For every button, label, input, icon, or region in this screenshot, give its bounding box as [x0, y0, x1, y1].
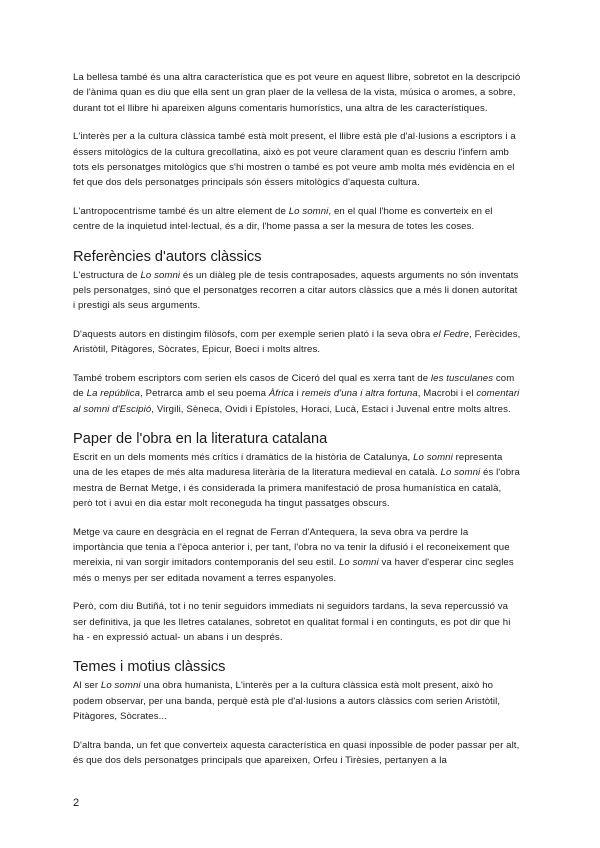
section1-paragraph-3: També trobem escriptors com serien els casos de Ciceró del qual es xerra tant de les tusculanes com de La república, Petrarca amb el seu poema Àfrica i remeis d'una i altra fortuna, Macrobi i el comentari al somni d'Escipió, Virgili, Sèneca, Ovidi i Epístoles, Horaci, Lucà, Estaci i Juvenal entre molts altres.	[73, 372, 520, 415]
section-heading-classical-themes: Temes i motius clàssics	[73, 659, 226, 676]
section-heading-classical-authors: Referències d'autors clàssics	[73, 248, 262, 265]
intro-paragraph-2: L'interès per a la cultura clàssica també està molt present, el llibre està ple d'al·lusions a escriptors i a éssers mitològics de la cultura grecollatina, això es pot veure clarament quan es descriu l'infern amb tots els personatges mitològics que s'hi mostren o també es pot veure amb molta més evidència en el fet que dos dels personatges principals són éssers mitològics d'aquesta cultura.	[73, 131, 516, 189]
page-number: 2	[73, 797, 80, 809]
intro-paragraph-1: La bellesa també és una altra característica que es pot veure en aquest llibre, sobretot en la descripció de l'ànima quan es diu que ella sent un gran plaer de la vellesa de la vista, música o aromes, a sobre, durant tot el llibre hi apareixen alguns comentaris humorístics, una altra de les característiques.	[73, 72, 521, 114]
section-heading-catalan-literature: Paper de l'obra en la literatura catalana	[73, 430, 328, 447]
section3-paragraph-1: Al ser Lo somni una obra humanista, L'interès per a la cultura clàssica està molt present, això ho podem observar, per una banda, perquè està ple d'al·lusions a autors clàssics com serien Aristòtil, Pitàgores, Sòcrates...	[73, 680, 501, 723]
document-page	[73, 70, 521, 781]
section3-paragraph-2: D'altra banda, un fet que converteix aquesta característica en quasi inpossible de poder passar per alt, és que dos dels personatges principals que apareixen, Orfeu i Tirèsies, pertanyen a la	[73, 739, 520, 766]
section1-paragraph-2: D'aquests autors en distingim filòsofs, com per exemple serien plató i la seva obra el Fedre, Ferècides, Aristòtil, Pitàgores, Sòcrates, Epicur, Boeci i molts altres.	[73, 328, 521, 356]
section2-paragraph-3: Però, com diu Butiñá, tot i no tenir seguidors immediats ni seguidors tardans, la seva repercussió va ser definitiva, ja que les lletres catalanes, sobretot en qualitat formal i en continguts, es pot dir que hi ha - en expressió actual- un abans i un després.	[73, 601, 511, 643]
section2-paragraph-2: Metge va caure en desgràcia en el regnat de Ferran d'Antequera, la seva obra va perdre la importància que tenia a l'època anterior i, per tant, l'obra no va tenir la difusió i el reconeixement que mereixia, ni van sorgir imitadors contemporanis del seu estil. Lo somni va haver d'esperar cinc segles més o menys per ser editada novament a terres espanyoles.	[73, 526, 514, 584]
intro-paragraph-3: L'antropocentrisme també és un altre element de Lo somni, en el qual l'home es converteix en el centre de la inquietud intel·lectual, és a dir, l'home passa a ser la mesura de totes les coses.	[73, 205, 493, 233]
section1-paragraph-1: L'estructura de Lo somni és un diàleg ple de tesis contraposades, aquests arguments no són inventats pels personatges, sinó que el personatges recorren a citar autors clàssics que a més li donen autoritat i prestigi als seus arguments.	[73, 269, 519, 312]
section2-paragraph-1: Escrit en un dels moments més crítics i dramàtics de la història de Catalunya, Lo somni representa una de les etapes de més alta maduresa literària de la literatura medieval en català. Lo somni és l'obra mestra de Bernat Metge, i és considerada la primera manifestació de prosa humanística en català, però tot i avui en dia estar molt reconeguda ha tingut passatges obscurs.	[73, 451, 520, 510]
